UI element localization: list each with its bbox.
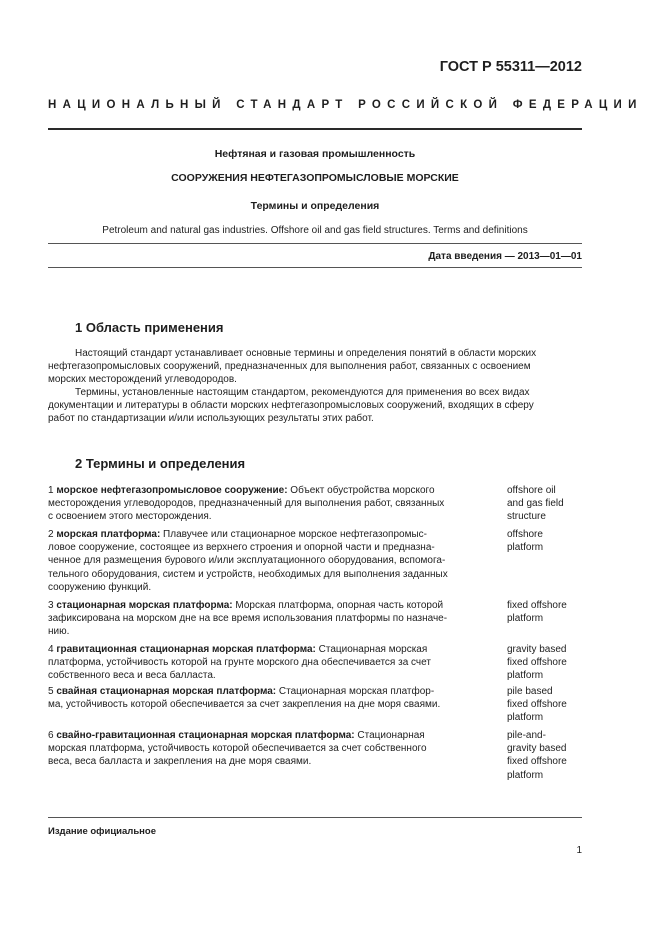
term-number: 6 [48,730,54,741]
term-english-6 [507,729,587,782]
term-name: гравитационная стационарная морская платформа: [56,644,316,655]
term-definition: Стационарная морская [315,644,428,655]
term-definition: ма, устойчивость которой обеспечивается за счет закрепления на дне моря сваями. [48,699,441,711]
english-term-line: platform [507,613,544,625]
term-definition: Морская платформа, опорная часть которой [232,600,444,611]
term-name: морское нефтегазопромысловое сооружение: [56,485,288,496]
section-2-heading: 2 Термины и определения [75,456,246,471]
term-definition: месторождения углеводородов, предназначенный для выполнения работ, связанных [48,498,445,510]
official-edition-label: Издание официальное [48,826,156,837]
term-definition: веса, веса балласта и закрепления на дне моря сваями. [48,756,312,768]
term-definition: Стационарная [354,730,425,741]
main-title: СООРУЖЕНИЯ НЕФТЕГАЗОПРОМЫСЛОВЫЕ МОРСКИЕ [171,172,459,184]
gost-number: ГОСТ Р 55311—2012 [439,59,582,75]
footer-divider [48,817,582,818]
industry-title: Нефтяная и газовая промышленность [214,148,416,160]
term-name: свайная стационарная морская платформа: [56,686,277,697]
paragraph-line: документации и литературы в области морских нефтегазопромысловых сооружений, входящих в сферу [48,400,534,412]
term-entry-4 [48,643,494,683]
term-entry-6 [48,729,494,769]
english-term-line: pile based [507,686,553,697]
english-term-line: structure [507,511,546,523]
paragraph-line: работ по стандартизации и/или использующих результаты этих работ. [48,413,374,425]
section-1-paragraph-1 [48,347,582,387]
term-entry-5 [48,685,494,711]
term-definition: с освоением этого месторождения. [48,511,212,523]
term-english-1 [507,484,587,524]
english-term-line: platform [507,769,544,781]
term-definition: зафиксирована на морском дне на все время использования платформы по назначе- [48,613,448,625]
term-english-3 [507,599,587,625]
term-definition: Плавучее или стационарное морское нефтегазопромыс- [160,529,427,540]
term-definition: платформа, устойчивость которой на грунте морского дна обеспечивается за счет [48,657,431,669]
english-term-line: platform [507,542,544,554]
term-name: стационарная морская платформа: [56,600,233,611]
english-term-line: fixed offshore [507,600,567,611]
term-definition: ловое сооружение, состоящее из верхнего строения и опорной части и предназна- [48,542,435,554]
english-term-line: gravity based [507,743,567,755]
title-divider-bottom [48,267,582,268]
page-number: 1 [576,845,582,856]
term-definition: Объект обустройства морского [287,485,435,496]
paragraph-line: морских месторождений углеводородов. [48,374,237,386]
term-entry-3 [48,599,494,639]
english-term-line: gravity based [507,644,567,655]
term-definition: нию. [48,626,70,638]
term-english-4 [507,643,587,683]
subtitle: Термины и определения [250,200,380,212]
national-standard-heading: НАЦИОНАЛЬНЫЙ СТАНДАРТ РОССИЙСКОЙ ФЕДЕРАЦИИ [48,99,643,111]
term-number: 1 [48,485,54,496]
term-number: 5 [48,686,54,697]
section-1-heading: 1 Область применения [75,320,224,335]
english-term-line: offshore [507,529,543,540]
term-definition: Стационарная морская платфор- [276,686,435,697]
header-divider [48,128,582,130]
term-number: 2 [48,529,54,540]
paragraph-line: Термины, установленные настоящим стандартом, рекомендуются для применения во всех видах [75,387,530,398]
english-term-line: offshore oil [507,485,556,496]
title-divider-top [48,243,582,244]
term-name: морская платформа: [56,529,161,540]
term-entry-2 [48,528,494,594]
term-english-2 [507,528,587,554]
term-definition: тельного оборудования, систем и устройств, необходимых для выполнения заданных [48,568,448,580]
introduction-date: Дата введения — 2013—01—01 [428,251,582,262]
english-title: Petroleum and natural gas industries. Offshore oil and gas field structures. Terms and definitions [102,225,528,236]
term-definition: ченное для размещения бурового и/или эксплуатационного оборудования, вспомога- [48,555,446,567]
english-term-line: platform [507,712,544,724]
english-term-line: fixed offshore [507,699,567,711]
english-term-line: and gas field [507,498,564,510]
term-definition: морская платформа, устойчивость которой обеспечивается за счет собственного [48,743,427,755]
term-number: 4 [48,644,54,655]
term-definition: сооружению функций. [48,581,152,593]
term-number: 3 [48,600,54,611]
paragraph-line: нефтегазопромысловых сооружений, предназначенных для выполнения работ, связанных с освоением [48,361,531,373]
section-1-paragraph-2 [48,386,582,426]
english-term-line: pile-and- [507,730,546,741]
english-term-line: fixed offshore [507,657,567,669]
term-definition: собственного веса и веса балласта. [48,670,216,682]
english-term-line: platform [507,670,544,682]
term-entry-1 [48,484,494,524]
english-term-line: fixed offshore [507,756,567,768]
term-english-5 [507,685,587,725]
term-name: свайно-гравитационная стационарная морская платформа: [56,730,355,741]
paragraph-line: Настоящий стандарт устанавливает основные термины и определения понятий в области морских [75,348,537,359]
